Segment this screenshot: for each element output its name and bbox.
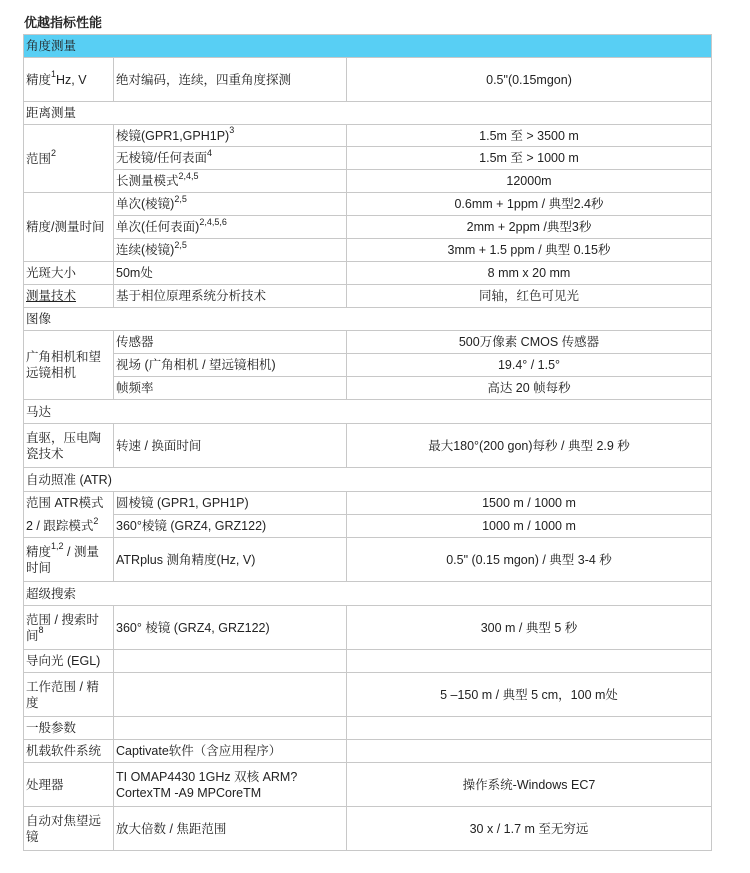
row-label: 自动对焦望远镜 <box>24 807 114 851</box>
row-value: 19.4° / 1.5° <box>347 354 712 377</box>
row-label: 直驱，压电陶瓷技术 <box>24 424 114 468</box>
row-value: 高达 20 帧每秒 <box>347 377 712 400</box>
section-row <box>24 582 712 606</box>
section-motor: 马达 <box>24 400 712 424</box>
section-row <box>24 308 712 331</box>
row-value: 1.5m 至 > 1000 m <box>347 147 712 170</box>
row-item: ATRplus 测角精度(Hz, V) <box>114 538 347 582</box>
row-item: 棱镜$(GPR1,GPH1P)^3$ <box>114 125 347 147</box>
row-label: 范围$^2$ <box>24 125 114 193</box>
table-row <box>24 673 712 717</box>
row-value: 12000m <box>347 170 712 193</box>
row-item: 360°棱镜 (GRZ4, GRZ122) <box>114 515 347 538</box>
section-atr: 自动照准 (ATR) <box>24 468 712 492</box>
table-row <box>24 147 712 170</box>
row-value: 0.5" (0.15 mgon) / 典型 3-4 秒 <box>347 538 712 582</box>
row-value <box>347 650 712 673</box>
row-item: 连续(棱镜)$^{2,5}$ <box>114 239 347 262</box>
row-item: 单次(棱镜)$^{2,5}$ <box>114 193 347 216</box>
section-supersearch: 超级搜索 <box>24 582 712 606</box>
row-value: 8 mm x 20 mm <box>347 262 712 285</box>
row-value: 1000 m / 1000 m <box>347 515 712 538</box>
row-item: 单次(任何表面)$^{2,4,5,6}$ <box>114 216 347 239</box>
row-item: 50m处 <box>114 262 347 285</box>
page-title: 优越指标性能 <box>24 15 103 30</box>
table-row <box>24 492 712 515</box>
row-item: Captivate软件（含应用程序） <box>114 740 347 763</box>
row-label: 机载软件系统 <box>24 740 114 763</box>
table-row <box>24 170 712 193</box>
row-label: 导向光 (EGL) <box>24 650 114 673</box>
table-row <box>24 606 712 650</box>
row-item: 无棱镜/任何表面$^4$ <box>114 147 347 170</box>
row-value: 500万像素 CMOS 传感器 <box>347 331 712 354</box>
row-label: 测量技术 <box>24 285 114 308</box>
row-label: 处理器 <box>24 763 114 807</box>
row-value: 3mm + 1.5 ppm / 典型 0.15秒 <box>347 239 712 262</box>
row-item: 视场 (广角相机 / 望远镜相机) <box>114 354 347 377</box>
row-label: 广角相机和望远镜相机 <box>24 331 114 400</box>
table-row <box>24 58 712 102</box>
table-row <box>24 424 712 468</box>
row-label: 精度$^{1,2}$ / 测量时间 <box>24 538 114 582</box>
row-label: 工作范围 / 精度 <box>24 673 114 717</box>
section-row <box>24 468 712 492</box>
table-row <box>24 262 712 285</box>
table-row <box>24 538 712 582</box>
table-row <box>24 285 712 308</box>
table-row <box>24 377 712 400</box>
section-row <box>24 35 712 58</box>
row-item: 转速 / 换面时间 <box>114 424 347 468</box>
table-row <box>24 763 712 807</box>
table-row <box>24 193 712 216</box>
row-value: 30 x / 1.7 m 至无穷远 <box>347 807 712 851</box>
table-row <box>24 125 712 147</box>
row-item: 360° 棱镜 (GRZ4, GRZ122) <box>114 606 347 650</box>
table-row <box>24 515 712 538</box>
row-label: 范围 ATR模式 <box>24 492 114 515</box>
row-item: 传感器 <box>114 331 347 354</box>
row-value: 1500 m / 1000 m <box>347 492 712 515</box>
row-item: 基于相位原理系统分析技术 <box>114 285 347 308</box>
row-label: 光斑大小 <box>24 262 114 285</box>
row-item: 圆棱镜 (GPR1, GPH1P) <box>114 492 347 515</box>
row-label: 精度$^1$Hz, V <box>24 58 114 102</box>
row-value: 0.6mm + 1ppm / 典型2.4秒 <box>347 193 712 216</box>
row-value: 2mm + 2ppm /典型3秒 <box>347 216 712 239</box>
row-value: 最大180°(200 gon)每秒 / 典型 2.9 秒 <box>347 424 712 468</box>
row-value <box>347 717 712 740</box>
section-distance: 距离测量 <box>24 102 712 125</box>
row-value: 300 m / 典型 5 秒 <box>347 606 712 650</box>
row-item <box>114 717 347 740</box>
row-value: 同轴，红色可见光 <box>347 285 712 308</box>
table-row <box>24 216 712 239</box>
section-image: 图像 <box>24 308 712 331</box>
row-value: 操作系统-Windows EC7 <box>347 763 712 807</box>
table-row <box>24 740 712 763</box>
row-value: 0.5"(0.15mgon) <box>347 58 712 102</box>
row-label: 精度/测量时间 <box>24 193 114 262</box>
row-value: 5 –150 m / 典型 5 cm，100 m处 <box>347 673 712 717</box>
section-row <box>24 102 712 125</box>
row-item <box>114 650 347 673</box>
row-item: 绝对编码，连续，四重角度探测 <box>114 58 347 102</box>
row-label: 范围 / 搜索时间$^8$ <box>24 606 114 650</box>
row-label: 一般参数 <box>24 717 114 740</box>
table-row <box>24 239 712 262</box>
table-row <box>24 807 712 851</box>
table-row <box>24 331 712 354</box>
row-item: 长测量模式$^{2,4,5}$ <box>114 170 347 193</box>
row-item: 帧频率 <box>114 377 347 400</box>
section-angle: 角度测量 <box>24 35 712 58</box>
table-row <box>24 650 712 673</box>
table-row <box>24 354 712 377</box>
spec-table <box>23 34 712 851</box>
row-value: 1.5m 至 > 3500 m <box>347 125 712 147</box>
row-item <box>114 673 347 717</box>
section-row <box>24 400 712 424</box>
row-item: TI OMAP4430 1GHz 双核 ARM? CortexTM -A9 MPCoreTM <box>114 763 347 807</box>
row-item: 放大倍数 / 焦距范围 <box>114 807 347 851</box>
row-value <box>347 740 712 763</box>
table-row <box>24 717 712 740</box>
row-label: 2 / 跟踪模式$^2$ <box>24 515 114 538</box>
